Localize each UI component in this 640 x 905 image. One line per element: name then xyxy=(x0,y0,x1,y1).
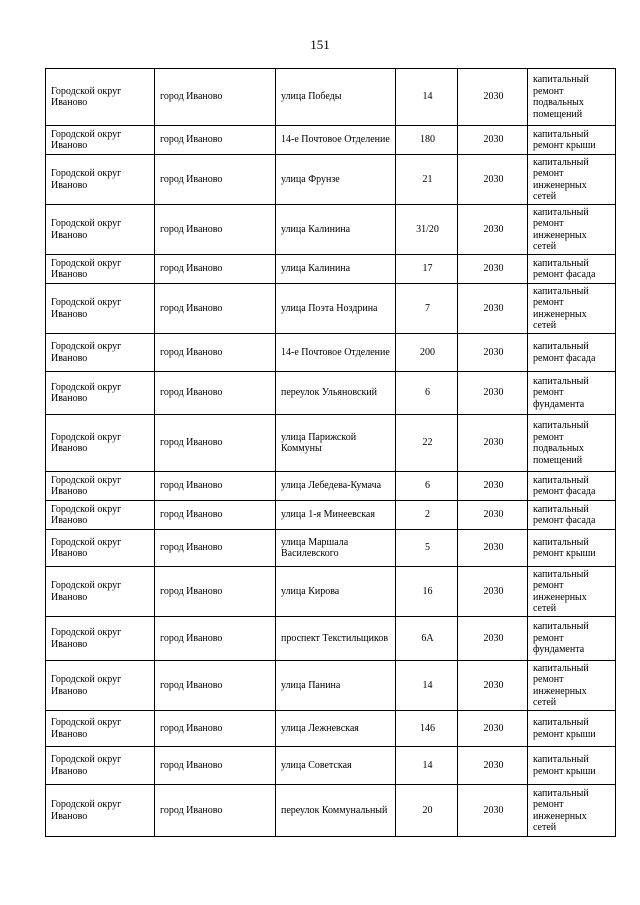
city-cell: город Иваново xyxy=(155,126,276,155)
city-cell: город Иваново xyxy=(155,334,276,372)
municipality-cell: Городской округ Иваново xyxy=(46,617,155,661)
year-cell: 2030 xyxy=(458,661,528,711)
table-row xyxy=(46,205,616,255)
work-type-cell: капитальный ремонт подвальных помещений xyxy=(528,69,616,126)
street-cell: улица Лебедева-Кумача xyxy=(276,472,396,501)
city-cell: город Иваново xyxy=(155,284,276,334)
street-cell: улица Маршала Василевского xyxy=(276,530,396,567)
city-cell: город Иваново xyxy=(155,785,276,837)
table-row xyxy=(46,617,616,661)
street-cell: улица Калинина xyxy=(276,205,396,255)
table-row xyxy=(46,501,616,530)
work-type-cell: капитальный ремонт инженерных сетей xyxy=(528,661,616,711)
table-row xyxy=(46,415,616,472)
street-cell: улица Советская xyxy=(276,747,396,785)
house-number-cell: 14 xyxy=(396,69,458,126)
city-cell: город Иваново xyxy=(155,617,276,661)
municipality-cell: Городской округ Иваново xyxy=(46,661,155,711)
house-number-cell: 14 xyxy=(396,661,458,711)
city-cell: город Иваново xyxy=(155,205,276,255)
work-type-cell: капитальный ремонт инженерных сетей xyxy=(528,785,616,837)
work-type-cell: капитальный ремонт инженерных сетей xyxy=(528,155,616,205)
year-cell: 2030 xyxy=(458,567,528,617)
year-cell: 2030 xyxy=(458,69,528,126)
city-cell: город Иваново xyxy=(155,69,276,126)
table-row xyxy=(46,126,616,155)
street-cell: улица 1-я Минеевская xyxy=(276,501,396,530)
house-number-cell: 146 xyxy=(396,711,458,747)
table-row xyxy=(46,155,616,205)
table-row xyxy=(46,785,616,837)
table-row xyxy=(46,284,616,334)
city-cell: город Иваново xyxy=(155,501,276,530)
page-number: 151 xyxy=(310,37,330,52)
house-number-cell: 5 xyxy=(396,530,458,567)
street-cell: улица Панина xyxy=(276,661,396,711)
municipality-cell: Городской округ Иваново xyxy=(46,334,155,372)
house-number-cell: 21 xyxy=(396,155,458,205)
city-cell: город Иваново xyxy=(155,472,276,501)
table-row xyxy=(46,530,616,567)
year-cell: 2030 xyxy=(458,711,528,747)
house-number-cell: 200 xyxy=(396,334,458,372)
year-cell: 2030 xyxy=(458,530,528,567)
street-cell: 14-е Почтовое Отделение xyxy=(276,334,396,372)
table-row xyxy=(46,255,616,284)
house-number-cell: 17 xyxy=(396,255,458,284)
street-cell: улица Фрунзе xyxy=(276,155,396,205)
municipality-cell: Городской округ Иваново xyxy=(46,747,155,785)
table-row xyxy=(46,69,616,126)
house-number-cell: 6А xyxy=(396,617,458,661)
house-number-cell: 31/20 xyxy=(396,205,458,255)
house-number-cell: 20 xyxy=(396,785,458,837)
house-number-cell: 14 xyxy=(396,747,458,785)
house-number-cell: 6 xyxy=(396,372,458,415)
repair-schedule-table xyxy=(45,68,616,837)
municipality-cell: Городской округ Иваново xyxy=(46,155,155,205)
year-cell: 2030 xyxy=(458,617,528,661)
street-cell: улица Парижской Коммуны xyxy=(276,415,396,472)
municipality-cell: Городской округ Иваново xyxy=(46,284,155,334)
year-cell: 2030 xyxy=(458,334,528,372)
work-type-cell: капитальный ремонт фасада xyxy=(528,501,616,530)
work-type-cell: капитальный ремонт инженерных сетей xyxy=(528,284,616,334)
municipality-cell: Городской округ Иваново xyxy=(46,415,155,472)
table-row xyxy=(46,747,616,785)
table-row xyxy=(46,661,616,711)
municipality-cell: Городской округ Иваново xyxy=(46,567,155,617)
municipality-cell: Городской округ Иваново xyxy=(46,126,155,155)
house-number-cell: 7 xyxy=(396,284,458,334)
year-cell: 2030 xyxy=(458,155,528,205)
work-type-cell: капитальный ремонт крыши xyxy=(528,747,616,785)
municipality-cell: Городской округ Иваново xyxy=(46,711,155,747)
table-row xyxy=(46,567,616,617)
year-cell: 2030 xyxy=(458,126,528,155)
street-cell: переулок Ульяновский xyxy=(276,372,396,415)
street-cell: проспект Текстильщиков xyxy=(276,617,396,661)
work-type-cell: капитальный ремонт инженерных сетей xyxy=(528,205,616,255)
municipality-cell: Городской округ Иваново xyxy=(46,530,155,567)
table-row xyxy=(46,334,616,372)
city-cell: город Иваново xyxy=(155,530,276,567)
municipality-cell: Городской округ Иваново xyxy=(46,472,155,501)
street-cell: улица Поэта Ноздрина xyxy=(276,284,396,334)
city-cell: город Иваново xyxy=(155,255,276,284)
street-cell: улица Калинина xyxy=(276,255,396,284)
work-type-cell: капитальный ремонт крыши xyxy=(528,126,616,155)
year-cell: 2030 xyxy=(458,501,528,530)
work-type-cell: капитальный ремонт фундамента xyxy=(528,617,616,661)
street-cell: 14-е Почтовое Отделение xyxy=(276,126,396,155)
house-number-cell: 180 xyxy=(396,126,458,155)
municipality-cell: Городской округ Иваново xyxy=(46,785,155,837)
municipality-cell: Городской округ Иваново xyxy=(46,372,155,415)
city-cell: город Иваново xyxy=(155,372,276,415)
street-cell: улица Кирова xyxy=(276,567,396,617)
street-cell: улица Победы xyxy=(276,69,396,126)
table-row xyxy=(46,711,616,747)
house-number-cell: 22 xyxy=(396,415,458,472)
street-cell: переулок Коммунальный xyxy=(276,785,396,837)
year-cell: 2030 xyxy=(458,415,528,472)
work-type-cell: капитальный ремонт фасада xyxy=(528,472,616,501)
city-cell: город Иваново xyxy=(155,711,276,747)
city-cell: город Иваново xyxy=(155,567,276,617)
year-cell: 2030 xyxy=(458,747,528,785)
year-cell: 2030 xyxy=(458,205,528,255)
work-type-cell: капитальный ремонт фундамента xyxy=(528,372,616,415)
work-type-cell: капитальный ремонт фасада xyxy=(528,255,616,284)
street-cell: улица Лежневская xyxy=(276,711,396,747)
year-cell: 2030 xyxy=(458,255,528,284)
year-cell: 2030 xyxy=(458,785,528,837)
house-number-cell: 2 xyxy=(396,501,458,530)
work-type-cell: капитальный ремонт крыши xyxy=(528,530,616,567)
work-type-cell: капитальный ремонт инженерных сетей xyxy=(528,567,616,617)
house-number-cell: 16 xyxy=(396,567,458,617)
city-cell: город Иваново xyxy=(155,747,276,785)
city-cell: город Иваново xyxy=(155,155,276,205)
city-cell: город Иваново xyxy=(155,415,276,472)
house-number-cell: 6 xyxy=(396,472,458,501)
table-row xyxy=(46,472,616,501)
year-cell: 2030 xyxy=(458,284,528,334)
municipality-cell: Городской округ Иваново xyxy=(46,205,155,255)
year-cell: 2030 xyxy=(458,372,528,415)
work-type-cell: капитальный ремонт подвальных помещений xyxy=(528,415,616,472)
work-type-cell: капитальный ремонт крыши xyxy=(528,711,616,747)
municipality-cell: Городской округ Иваново xyxy=(46,69,155,126)
municipality-cell: Городской округ Иваново xyxy=(46,501,155,530)
city-cell: город Иваново xyxy=(155,661,276,711)
municipality-cell: Городской округ Иваново xyxy=(46,255,155,284)
year-cell: 2030 xyxy=(458,472,528,501)
work-type-cell: капитальный ремонт фасада xyxy=(528,334,616,372)
table-row xyxy=(46,372,616,415)
